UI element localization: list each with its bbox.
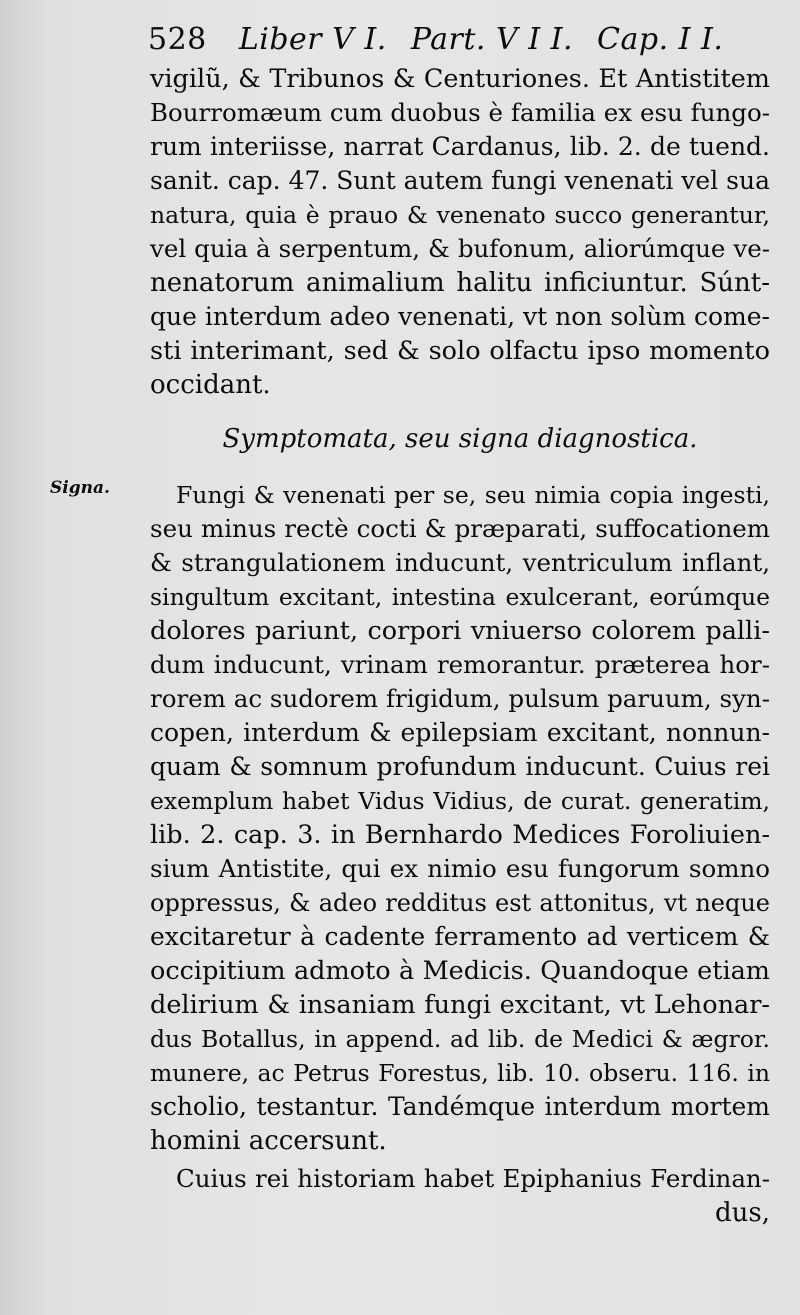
text-line: vel quia à serpentum, & bufonum, aliorúmque ve- bbox=[150, 234, 770, 263]
text-line: munere, ac Petrus Forestus, lib. 10. obseru. 116. in bbox=[150, 1059, 770, 1087]
text-line: scholio, testantur. Tandémque interdum mortem bbox=[150, 1092, 770, 1121]
running-header bbox=[148, 22, 723, 57]
text-line: natura, quia è prauo & venenato succo generantur, bbox=[150, 201, 770, 229]
text-line: Bourromæum cum duobus è familia ex esu fungo- bbox=[150, 98, 770, 127]
text-line: excitaretur à cadente ferramento ad verticem & bbox=[150, 922, 770, 951]
text-line: & strangulationem inducunt, ventriculum inflant, bbox=[150, 548, 770, 577]
text-line: occidant. bbox=[150, 370, 271, 400]
text-line: dolores pariunt, corpori vniuerso colorem palli- bbox=[150, 616, 770, 646]
text-line: nenatorum animalium halitu inficiuntur. Súnt- bbox=[150, 268, 770, 298]
text-line: quam & somnum profundum inducunt. Cuius rei bbox=[150, 752, 770, 781]
text-line: vigilũ, & Tribunos & Centuriones. Et Antistitem bbox=[150, 64, 770, 94]
text-line: seu minus rectè cocti & præparati, suffocationem bbox=[150, 514, 770, 543]
text-line: exemplum habet Vidus Vidius, de curat. generatim, bbox=[150, 787, 770, 815]
section-heading: Symptomata, seu signa diagnostica. bbox=[222, 424, 698, 454]
text-line: Cuius rei historiam habet Epiphanius Ferdinan- bbox=[176, 1164, 770, 1193]
text-line: copen, interdum & epilepsiam excitant, nonnun- bbox=[150, 718, 770, 747]
margin-note: Signa. bbox=[50, 478, 110, 498]
text-line: dus Botallus, in append. ad lib. de Medici & ægror. bbox=[150, 1025, 770, 1053]
text-line: dum inducunt, vrinam remorantur. præterea hor- bbox=[150, 650, 770, 679]
text-line: que interdum adeo venenati, vt non solùm come- bbox=[150, 302, 770, 331]
text-line: occipitium admoto à Medicis. Quandoque etiam bbox=[150, 956, 770, 986]
header-liber: Liber V I. bbox=[238, 22, 387, 57]
text-line: rum interiisse, narrat Cardanus, lib. 2. de tuend. bbox=[150, 132, 770, 161]
header-cap: Cap. I I. bbox=[597, 22, 724, 57]
text-line: sanit. cap. 47. Sunt autem fungi venenati vel sua bbox=[150, 166, 771, 195]
text-line: Fungi & venenati per se, seu nimia copia ingesti, bbox=[176, 481, 770, 509]
text-line: sti interimant, sed & solo olfactu ipso momento bbox=[150, 336, 770, 366]
text-line: rorem ac sudorem frigidum, pulsum paruum, syn- bbox=[150, 684, 770, 713]
text-line: singultum excitant, intestina exulcerant, eorúmque bbox=[150, 583, 770, 611]
text-line: oppressus, & adeo redditus est attonitus, vt neque bbox=[150, 889, 770, 917]
catchword: dus, bbox=[715, 1198, 770, 1228]
text-line: homini accersunt. bbox=[150, 1126, 387, 1156]
header-part: Part. V I I. bbox=[410, 22, 573, 57]
text-line: delirium & insaniam fungi excitant, vt Lehonar- bbox=[150, 990, 770, 1020]
text-line: sium Antistite, qui ex nimio esu fungorum somno bbox=[150, 854, 770, 883]
page-number: 528 bbox=[148, 22, 207, 57]
text-line: lib. 2. cap. 3. in Bernhardo Medices Foroliuien- bbox=[150, 820, 770, 850]
